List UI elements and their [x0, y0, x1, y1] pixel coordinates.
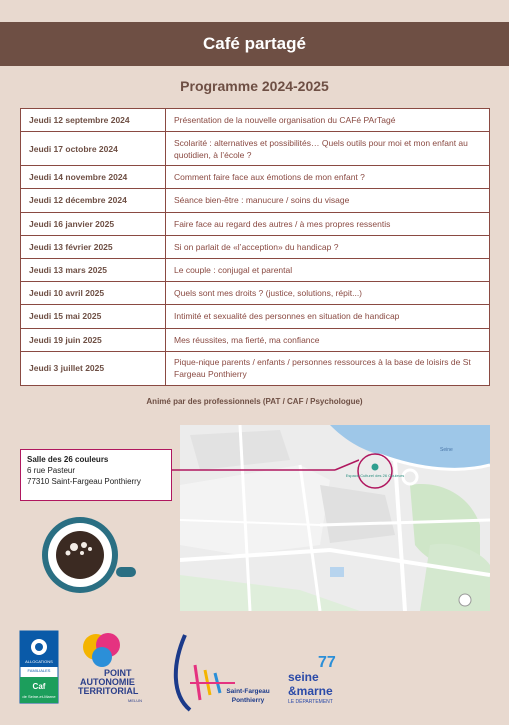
program-topic: Comment faire face aux émotions de mon enfant ? — [166, 166, 490, 189]
program-topic: Mes réussites, ma fierté, ma confiance — [166, 328, 490, 351]
program-row — [21, 328, 490, 351]
program-table — [20, 108, 490, 386]
pat-line2: AUTONOMIE — [80, 677, 135, 687]
program-date: Jeudi 12 décembre 2024 — [21, 189, 166, 212]
program-topic: Le couple : conjugal et parental — [166, 258, 490, 281]
program-topic: Pique-nique parents / enfants / personnes ressources à la base de loisirs de St Fargeau Ponthierry — [166, 351, 490, 385]
program-topic: Si on parlait de «l’acception» du handicap ? — [166, 235, 490, 258]
program-row — [21, 351, 490, 385]
venue-street: 6 rue Pasteur — [27, 466, 76, 475]
program-date: Jeudi 3 juillet 2025 — [21, 351, 166, 385]
program-topic: Présentation de la nouvelle organisation du CAFé PArTagé — [166, 109, 490, 132]
dept-line3: LE DÉPARTEMENT — [288, 699, 333, 705]
program-row — [21, 235, 490, 258]
map-river-label: Seine — [440, 447, 453, 453]
program-row — [21, 132, 490, 166]
animated-by-note: Animé par des professionnels (PAT / CAF / Psychologue) — [146, 397, 363, 406]
program-topic: Scolarité : alternatives et possibilités… Quels outils pour moi et mon enfant au quotidien, à l’école ? — [166, 132, 490, 166]
program-date: Jeudi 17 octobre 2024 — [21, 132, 166, 166]
program-date: Jeudi 12 septembre 2024 — [21, 109, 166, 132]
pat-line1: POINT — [104, 668, 132, 678]
program-date: Jeudi 10 avril 2025 — [21, 282, 166, 305]
pat-line3: TERRITORIAL — [78, 686, 139, 696]
address-connector-line — [159, 456, 359, 476]
program-row — [21, 189, 490, 212]
caf-brand: Caf — [32, 682, 46, 691]
program-topic: Séance bien-être : manucure / soins du visage — [166, 189, 490, 212]
program-row — [21, 282, 490, 305]
sfp-line2: Ponthierry — [231, 697, 265, 704]
logos-graphic — [0, 625, 509, 720]
program-date: Jeudi 16 janvier 2025 — [21, 212, 166, 235]
coffee-cup-icon — [38, 515, 138, 595]
map-graphic — [180, 425, 490, 611]
pat-line4: MELUN — [128, 698, 143, 703]
program-date: Jeudi 15 mai 2025 — [21, 305, 166, 328]
dept-num: 77 — [318, 654, 336, 671]
page-title: Café partagé — [0, 22, 509, 66]
program-subtitle: Programme 2024-2025 — [180, 78, 329, 94]
program-row — [21, 305, 490, 328]
caf-logo — [20, 631, 58, 703]
dept-line2: &marne — [288, 684, 333, 698]
program-date: Jeudi 14 novembre 2024 — [21, 166, 166, 189]
program-row — [21, 109, 490, 132]
dept-line1: seine — [288, 670, 319, 684]
caf-sub: de Seine-et-Marne — [22, 694, 56, 699]
program-date: Jeudi 13 mars 2025 — [21, 258, 166, 281]
map-place-label: Espace Culturel des 26 Couleurs — [345, 473, 405, 478]
program-row — [21, 166, 490, 189]
sfp-line1: Saint-Fargeau — [226, 688, 270, 695]
program-topic: Quels sont mes droits ? (justice, solutions, répit...) — [166, 282, 490, 305]
sfp-logo — [176, 635, 270, 710]
program-date: Jeudi 13 février 2025 — [21, 235, 166, 258]
program-topic: Faire face au regard des autres / à mes propres ressentis — [166, 212, 490, 235]
address-box — [20, 449, 172, 501]
pat-logo — [78, 633, 142, 703]
program-topic: Intimité et sexualité des personnes en situation de handicap — [166, 305, 490, 328]
seine-et-marne-logo — [288, 654, 336, 705]
caf-line1: ALLOCATIONS — [25, 659, 53, 664]
partner-logos — [0, 625, 509, 720]
program-row — [21, 258, 490, 281]
program-row — [21, 212, 490, 235]
venue-name: Salle des 26 couleurs — [27, 455, 109, 464]
program-date: Jeudi 19 juin 2025 — [21, 328, 166, 351]
venue-city: 77310 Saint-Fargeau Ponthierry — [27, 477, 141, 486]
location-map[interactable] — [180, 425, 490, 611]
caf-line2: FAMILIALES — [27, 668, 51, 673]
